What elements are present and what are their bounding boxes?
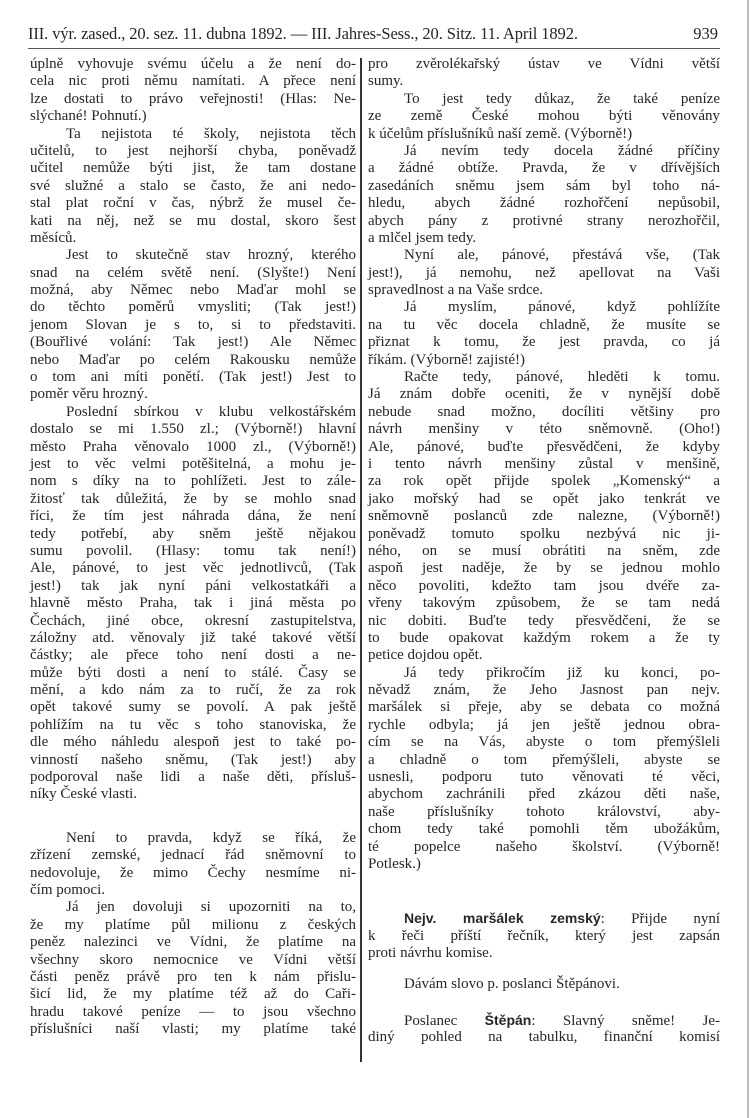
text-line: zasedáních sněmu jsem sám byl toho ná- [368,177,720,194]
paragraph [30,247,356,404]
text-line: říkám. (Výborně! zajisté!) [368,351,526,368]
text-line: sumu povolil. (Hlasy: tomu tak není!) [30,542,356,559]
text-line: Ale, pánové, buďte přesvědčeni, že kdyby [368,438,720,455]
text-line: všechny skoro nemocnice ve Vídni větší [30,951,356,968]
text-line: Není to pravda, když se říká, že [66,829,356,846]
text-line: abych pány z protivné strany nerozhořčil, [368,212,720,229]
text-line: níky České vlasti. [30,786,138,803]
column-divider [360,58,362,1062]
text-line: (Bouřlivé volání: Tak jest!) Ale Němec [30,334,356,351]
paragraph [30,56,356,126]
text-line: dostalo se mi 1.550 zl.; (Výborně!) hlavní [30,421,356,438]
text-line: jako mořský had se opět jako tenkrát ve [368,490,720,507]
text-line: Potlesk.) [368,855,421,872]
text-line: sumy. [368,73,404,90]
text-line: učitel nemůže býti jist, že tam dostane [30,160,356,177]
text-line: jest to věc velmi potěšitelná, a mohu je- [30,455,356,472]
text-line: cím se na Vás, abyste o tom přemýšleli [368,734,720,751]
text-line: ného, on se musí obrátiti na sněm, zde [368,542,720,559]
text-line: hradu takové peníze — to jsou všechno [30,1003,356,1020]
text-line: Ta nejistota té školy, nejistota těch [66,125,356,142]
text-line: pohlížím na tu věc s toho stanoviska, že [30,716,356,733]
page-number: 939 [693,24,718,43]
text-line: nebo Maďar po celém Rakousku nemůže [30,351,356,368]
text-line: jest!), já nemohu, než apellovat na Vaši [368,264,720,281]
text-line: Já jen dovoluji si upozorniti na to, [66,899,356,916]
text-line: záložny atd. věnovaly již také takové větší [30,629,356,646]
text-line: na tu věc docela chladně, že musíte se [368,316,720,333]
text-line: žitosť tak důležitá, že by se mohlo snad [30,490,356,507]
text-line: měsíců. [30,229,77,246]
text-line: své služné a stalo se často, že ani nedo- [30,177,356,194]
text-line: podporoval naše lidi a naše děti, přísluš- [30,769,356,786]
text-line: cela nic proti němu namítati. A přece není [30,73,356,90]
text-line: vinností našeho sněmu, (Tak jest!) aby [30,751,356,768]
paragraph [368,91,720,143]
text-line: Nyní ale, pánové, přestává vše, (Tak [404,247,720,264]
text-line: Já nevím tedy docela žádné příčiny [404,142,720,159]
right-column [368,56,720,1047]
paragraph [368,910,720,962]
speaker-name: Nejv. maršálek zemský [404,910,601,927]
paragraph [30,899,356,1038]
text-line: chom tedy také pomohli těm ubožákům, [368,821,720,838]
text-line: za rok opět přijde spolek „Komenský“ a [368,473,720,490]
paragraph [368,369,720,665]
running-head: III. výr. zased., 20. sez. 11. dubna 1892. — III. Jahres-Sess., 20. Sitz. 11. April 1892. [28,24,578,43]
speaker-name: Štěpán [484,1011,532,1028]
text-line: dle mého náhledu alespoň jest to také po- [30,734,356,751]
text-line: návrh menšiny v této sněmovně. (Oho!) [368,421,720,438]
text-line: hlavně město Praha, tak i jiná města po [30,595,356,612]
text-line: něco povoliti, kdežto tam jsou dvéře za- [368,577,720,594]
text-line: snad na celém světě není. (Slyšte!) Není [30,264,356,281]
text-line: opět takové sumy se povolí. A pak ještě [30,699,356,716]
text-line: naše příslušníky tohoto království, aby- [368,803,720,820]
paragraph [368,299,720,369]
text-line: hledu, abych žádné rozhořčení nepůsobil, [368,195,720,212]
text-line: ze země České mohou býti věnovány [368,108,720,125]
text-line: spravedlnost a na Vaše srdce. [368,282,544,299]
text-line: to bude opakovat každým rokem a že ty [368,629,720,646]
text-line: zřízení zemské, jednací řád sněmovní to [30,847,356,864]
speaker-title: Poslanec [404,1012,485,1029]
text-line: příslušníci naší vlasti; my platíme také [30,1021,356,1038]
text-line: aspoň jest naděje, že by se jednou mohlo [368,560,720,577]
paragraph [368,143,720,247]
text-line: tedy potřebí, aby sněm ještě nějakou [30,525,356,542]
paragraph [368,665,720,874]
text-line: peněz nalezinci ve Vídni, že platíme na [30,934,356,951]
text-line: Ale, pánové, to jest věc jednotlivců, (Tak [30,560,356,577]
text-line: petice dojdou opět. [368,647,483,664]
text-line: město Praha věnovalo 1000 zl., (Výborně!) [30,438,356,455]
text-line: a žádné obtíže. Pravda, že v dřívějších [368,160,720,177]
text-line: o tom ani míti ponětí. (Tak jest!) Jest to [30,369,356,386]
text-line: učitelů, to jest nejhorší chyba, poněvadž [30,142,356,159]
text-line: usnesli, podporu tuto věnovati té věci, [368,769,720,786]
text-line: k účelům příslušníků naší země. (Výborně!) [368,125,633,142]
text-line: úplně vyhovuje svému účelu a že není do- [30,56,356,72]
paragraph [368,1012,720,1047]
text-line: poměr věru hrozný. [30,386,148,403]
running-header [28,22,720,49]
text-line: nom s díky na to pohlížeti. Jest to zále- [30,473,356,490]
text-line: sněmovně poslanců zde nalezne, (Výborně!) [368,508,720,525]
text-line: říci, že tím jest náhrada dána, že není [30,508,356,525]
text-line: Dávám slovo p. poslanci Štěpánovi. [404,975,620,992]
paragraph [30,404,356,804]
text-line: části peněz právě pro ten k nám přislu- [30,968,356,985]
text-line: proti návrhu komise. [368,945,493,962]
text-line: přiznat k tomu, že jest pravda, co já [368,334,720,351]
text-line: nebude snad možno, docíliti většiny pro [368,403,720,420]
text-line: že my platíme půl milionu z českých [30,916,356,933]
text-line: může býti dosti a není to stálé. Časy se [30,664,356,681]
text-line: Čechách, jiné obce, okresní zastupitelstva, [30,612,356,629]
text-line: rychle odbyla; já jen ještě jednou obra- [368,716,720,733]
text-line: maršálek si přeje, aby se debata co možná [368,699,720,716]
paragraph [368,976,720,993]
text-line: možná, aby Němec nebo Maďar mohl se [30,282,356,299]
text-line: nedovoluje, že mimo Čechy nesmíme ni- [30,864,356,881]
text-line: k řeči příští řečník, který jest zapsán [368,927,720,944]
text-line: jest!) tak jak nyní páni velkostatkáři a [30,577,356,594]
paragraph [30,126,356,248]
text-line: do těchto poměrů vmysliti; (Tak jest!) [30,299,356,316]
text-line: abychom zachránili před zkázou děti naše, [368,786,720,803]
text-line: stal plat roční v čas, nýbrž že musel če- [30,195,356,212]
text-line: lze dostati to právo veřejnosti! (Hlas: Ne- [30,90,356,107]
text-line: něvadž znám, že Jeho Jasnost pan nejv. [368,682,720,699]
text-line: nic dobiti. Buďte tedy přesvědčeni, že se [368,612,720,629]
text-line: diný pohled na tabulku, finanční komisí [368,1029,720,1046]
text-line: To jest tedy důkaz, že také peníze [404,90,720,107]
text-line: té popelce našeho školství. (Výborně! [368,838,720,855]
paragraph [30,830,356,900]
text-line: a chladně o tom přemýšleli, abyste se [368,751,720,768]
text-line: a mlčel jsem tedy. [368,229,477,246]
speech-text: : Přijde nyní [600,911,720,928]
text-line [368,1012,720,1029]
text-line: čím pomoci. [30,881,105,898]
paragraph [368,56,720,91]
text-line: slýchané! Pohnutí.) [30,108,147,125]
text-line: Já znám dobře oceniti, že v nynější době [368,386,720,403]
text-line: i tento návrh menšiny zůstal v menšině, [368,455,720,472]
text-line: mění, a kdo nám za to ručí, že za rok [30,682,356,699]
text-line: Poslední sbírkou v klubu velkostářském [66,403,356,420]
left-column [30,56,356,1038]
text-line: vřeny takovým způsobem, že se tam nedá [368,595,720,612]
text-line: Račte tedy, pánové, hleděti k tomu. [404,369,720,386]
text-line: Já myslím, pánové, když pohlížíte [404,299,720,316]
text-line: kati na něj, než se mu dostal, skoro šest [30,212,356,229]
text-line: poněvadž tomuto spolku nezbývá nic ji- [368,525,720,542]
page-edge [747,0,749,1118]
text-line: jenom Slovan je s to, si to představiti. [30,316,356,333]
speech-text: : Slavný sněme! Je- [531,1012,720,1029]
text-line: částky; ale přece toho není dosti a ne- [30,647,356,664]
text-line: šicí lid, že my platíme též až do Caři- [30,986,356,1003]
text-line: Já tedy přikročím již ku konci, po- [404,664,720,681]
paragraph [368,247,720,299]
text-line: Jest to skutečně stav hrozný, kterého [66,247,356,264]
text-line: pro zvěrolékařský ústav ve Vídni větší [368,56,720,72]
text-line [368,910,720,927]
